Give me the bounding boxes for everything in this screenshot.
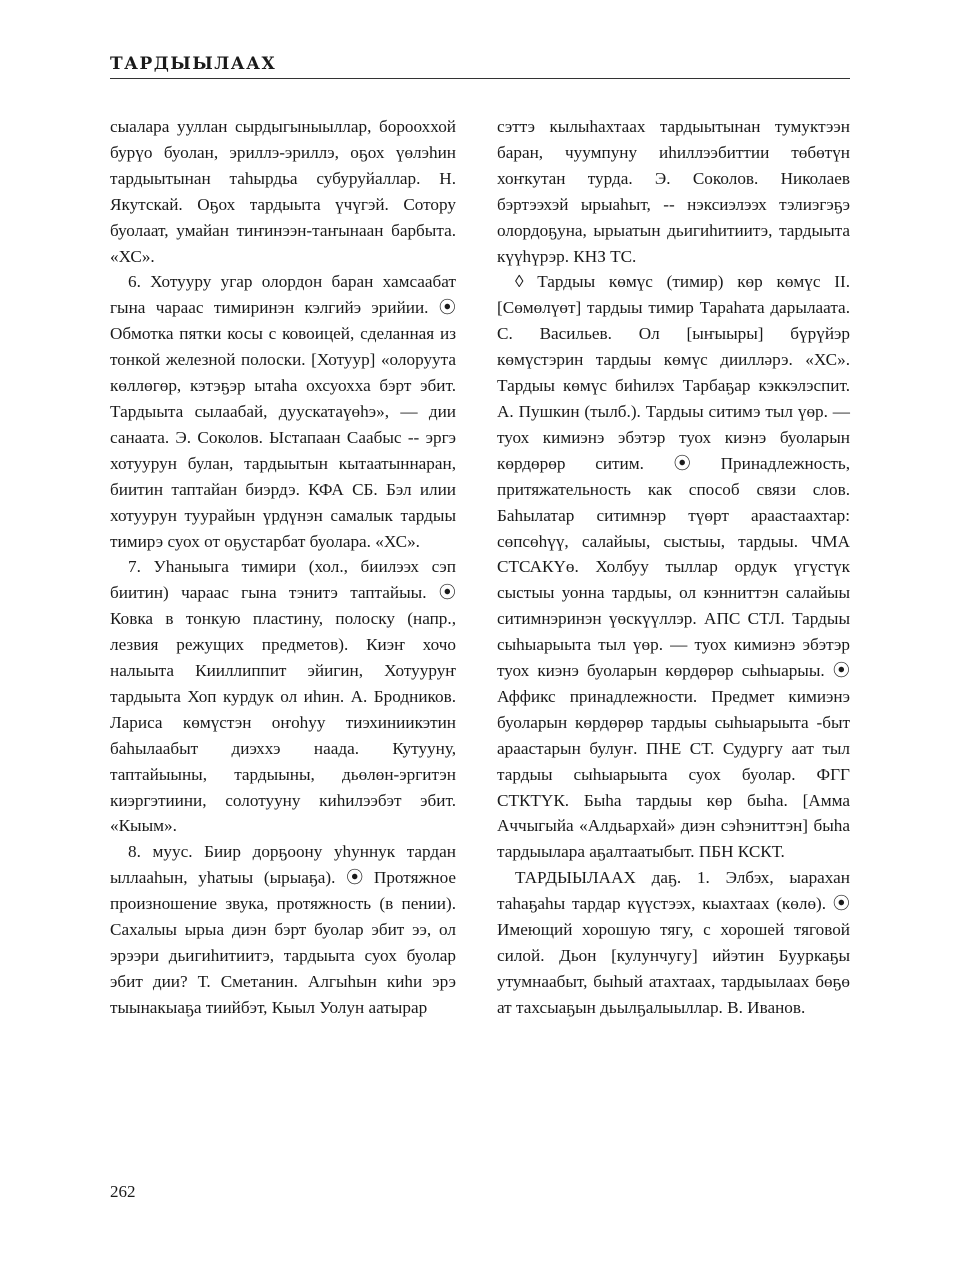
left-sense-8: 8. муус. Биир дорҕоону уһуннук тардан ыллааһын, уһатыы (ырыаҕа). ⦿ Протяжное произношение звука, протяжность (в пении). Сахалыы ырыа диэн бэрт буолар эбит ээ, ол эрээри дьигиһитиитэ, тардыыта суох буолар эбит дии? Т. Сметанин. Алгыһын киһи эрэ тыынакыаҕа тиийбэт, Кыыл Уолун аатырар <box>110 842 456 1017</box>
right-paragraph-continuation: сэттэ кылыһахтаах тардыытынан тумуктээн баран, чуумпуну иһиллээбиттии төбөтүн хоҥкутан турда. Э. Соколов. Николаев бэртээхэй ырыаһыт, -- нэксиэлээх тэлиэгэҕэ олордоҕуна, ырыатын дьигиһитиитэ, тардыыта күүһүрэр. КНЗ ТС. <box>497 117 850 266</box>
left-sense-7: 7. Уһаныыга тимири (хол., биилээх сэп биитин) чараас гына тэнитэ таптайыы. ⦿ Ковка в тонкую пластину, полоску (напр., лезвия режущих предметов). Киэҥ хочо налыыта Кииллиппит эйигин, Хотууруҥ тардыыта Хоп курдук ол иһин. А. Бродников. Лариса көмүстэн оҥоһуу тиэхиниикэтин баһылаабыт диэххэ наада. Кутууну, таптайыыны, тардыыны, дьөлөн-эргитэн киэргэтиини, солотууну киһилээбэт эбит. «Кыым». <box>110 557 456 836</box>
left-sense-6: 6. Хотууру угар олордон баран хамсаабат гына чараас тимиринэн кэлгийэ эрийии. ⦿ Обмотка пятки косы с ковоицей, сделанная из тонкой железной полоски. [Хотуур] «олоруута көллөгөр, кэтэҕэр ытаһа охсуохха бэрт эбит. Тардыыта сылаабай, дуускатаүөһэ», — дии санаата. Э. Соколов. Ыстапаан Саабыс -- эргэ хотуурун булан, тардыытын кытаатыннаран, биитин таптайан биэрдэ. КФА СБ. Бэл илии хотуурун туурайын үрдүнэн самалык тардыы тимирэ суох от оҕустарбат буолара. «ХС». <box>110 272 456 551</box>
right-headword-entry: ТАРДЫЫЛААХ даҕ. 1. Элбэх, ыарахан таһаҕаһы тардар күүстээх, кыахтаах (көлө). ⦿ Имеющий хорошую тягу, с хорошей тяговой силой. Дьон [кулунчугу] ийэтин Бууркаҕы утумнаабыт, быһый атахтаах, тардыылаах бөҕө ат тахсыаҕын дьылҕалыыллар. В. Иванов. <box>497 868 850 1017</box>
running-head: ТАРДЫЫЛААХ <box>110 54 850 79</box>
right-column <box>497 114 850 1021</box>
right-phrases-entry: ◊ Тардыы көмүс (тимир) көр көмүс II. [Сөмөлүөт] тардыы тимир Тараһата дарылаата. С. Васильев. Ол [ыҥыыры] бүрүйэр көмүстэрин тардыы көмүс диилләрэ. «ХС». Тардыы көмүс биһилэх Тарбаҕар кэккэлэспит. А. Пушкин (тылб.). Тардыы ситимэ тыл үөр. — туох кимиэнэ эбэтэр туох киэнэ буоларын көрдөрөр ситим. ⦿ Принадлежность, притяжательность как способ связи слов. Баһылатар ситимнэр түөрт араастаахтар: сөпсөһүү, салайыы, сыстыы, тардыы. ЧМА СТСАКҮө. Холбуу тыллар ордук үгүстүк сыстыы уонна тардыы, ол кэнниттэн салайыы ситимнэринэн үөскүүллэр. АПС СТЛ. Тардыы сыһыарыыта тыл үөр. — туох кимиэнэ эбэтэр туох киэнэ буоларын көрдөрөр сыһыарыы. ⦿ Аффикс принадлежности. Предмет кимиэнэ буоларын көрдөрөр тардыы сыһыарыыта -быт араастарын булуҥ. ПНЕ СТ. Судургу аат тыл тардыы сыһыарыыта суох буолар. ФГГ СТКТҮК. Быһа тардыы көр быһа. [Амма Аччыгыйа «Алдьархай» диэн сэһэниттэн] быһа тардыылара аҕалтаатыбыт. ПБН КСКТ. <box>497 272 850 862</box>
page-number: 262 <box>110 1182 136 1201</box>
left-paragraph-continuation: сыалара ууллан сырдыгыныыллар, борооххой бурүо буолан, эриллэ-эриллэ, оҕох үөлэһин тардыытынан таһырдьа субуруйаллар. Н. Якутскай. Оҕох тардыыта үчүгэй. Сотору буолаат, умайан тиҥинээн-таҥынаан барбыта. «ХС». <box>110 117 456 266</box>
left-column <box>110 114 456 1021</box>
